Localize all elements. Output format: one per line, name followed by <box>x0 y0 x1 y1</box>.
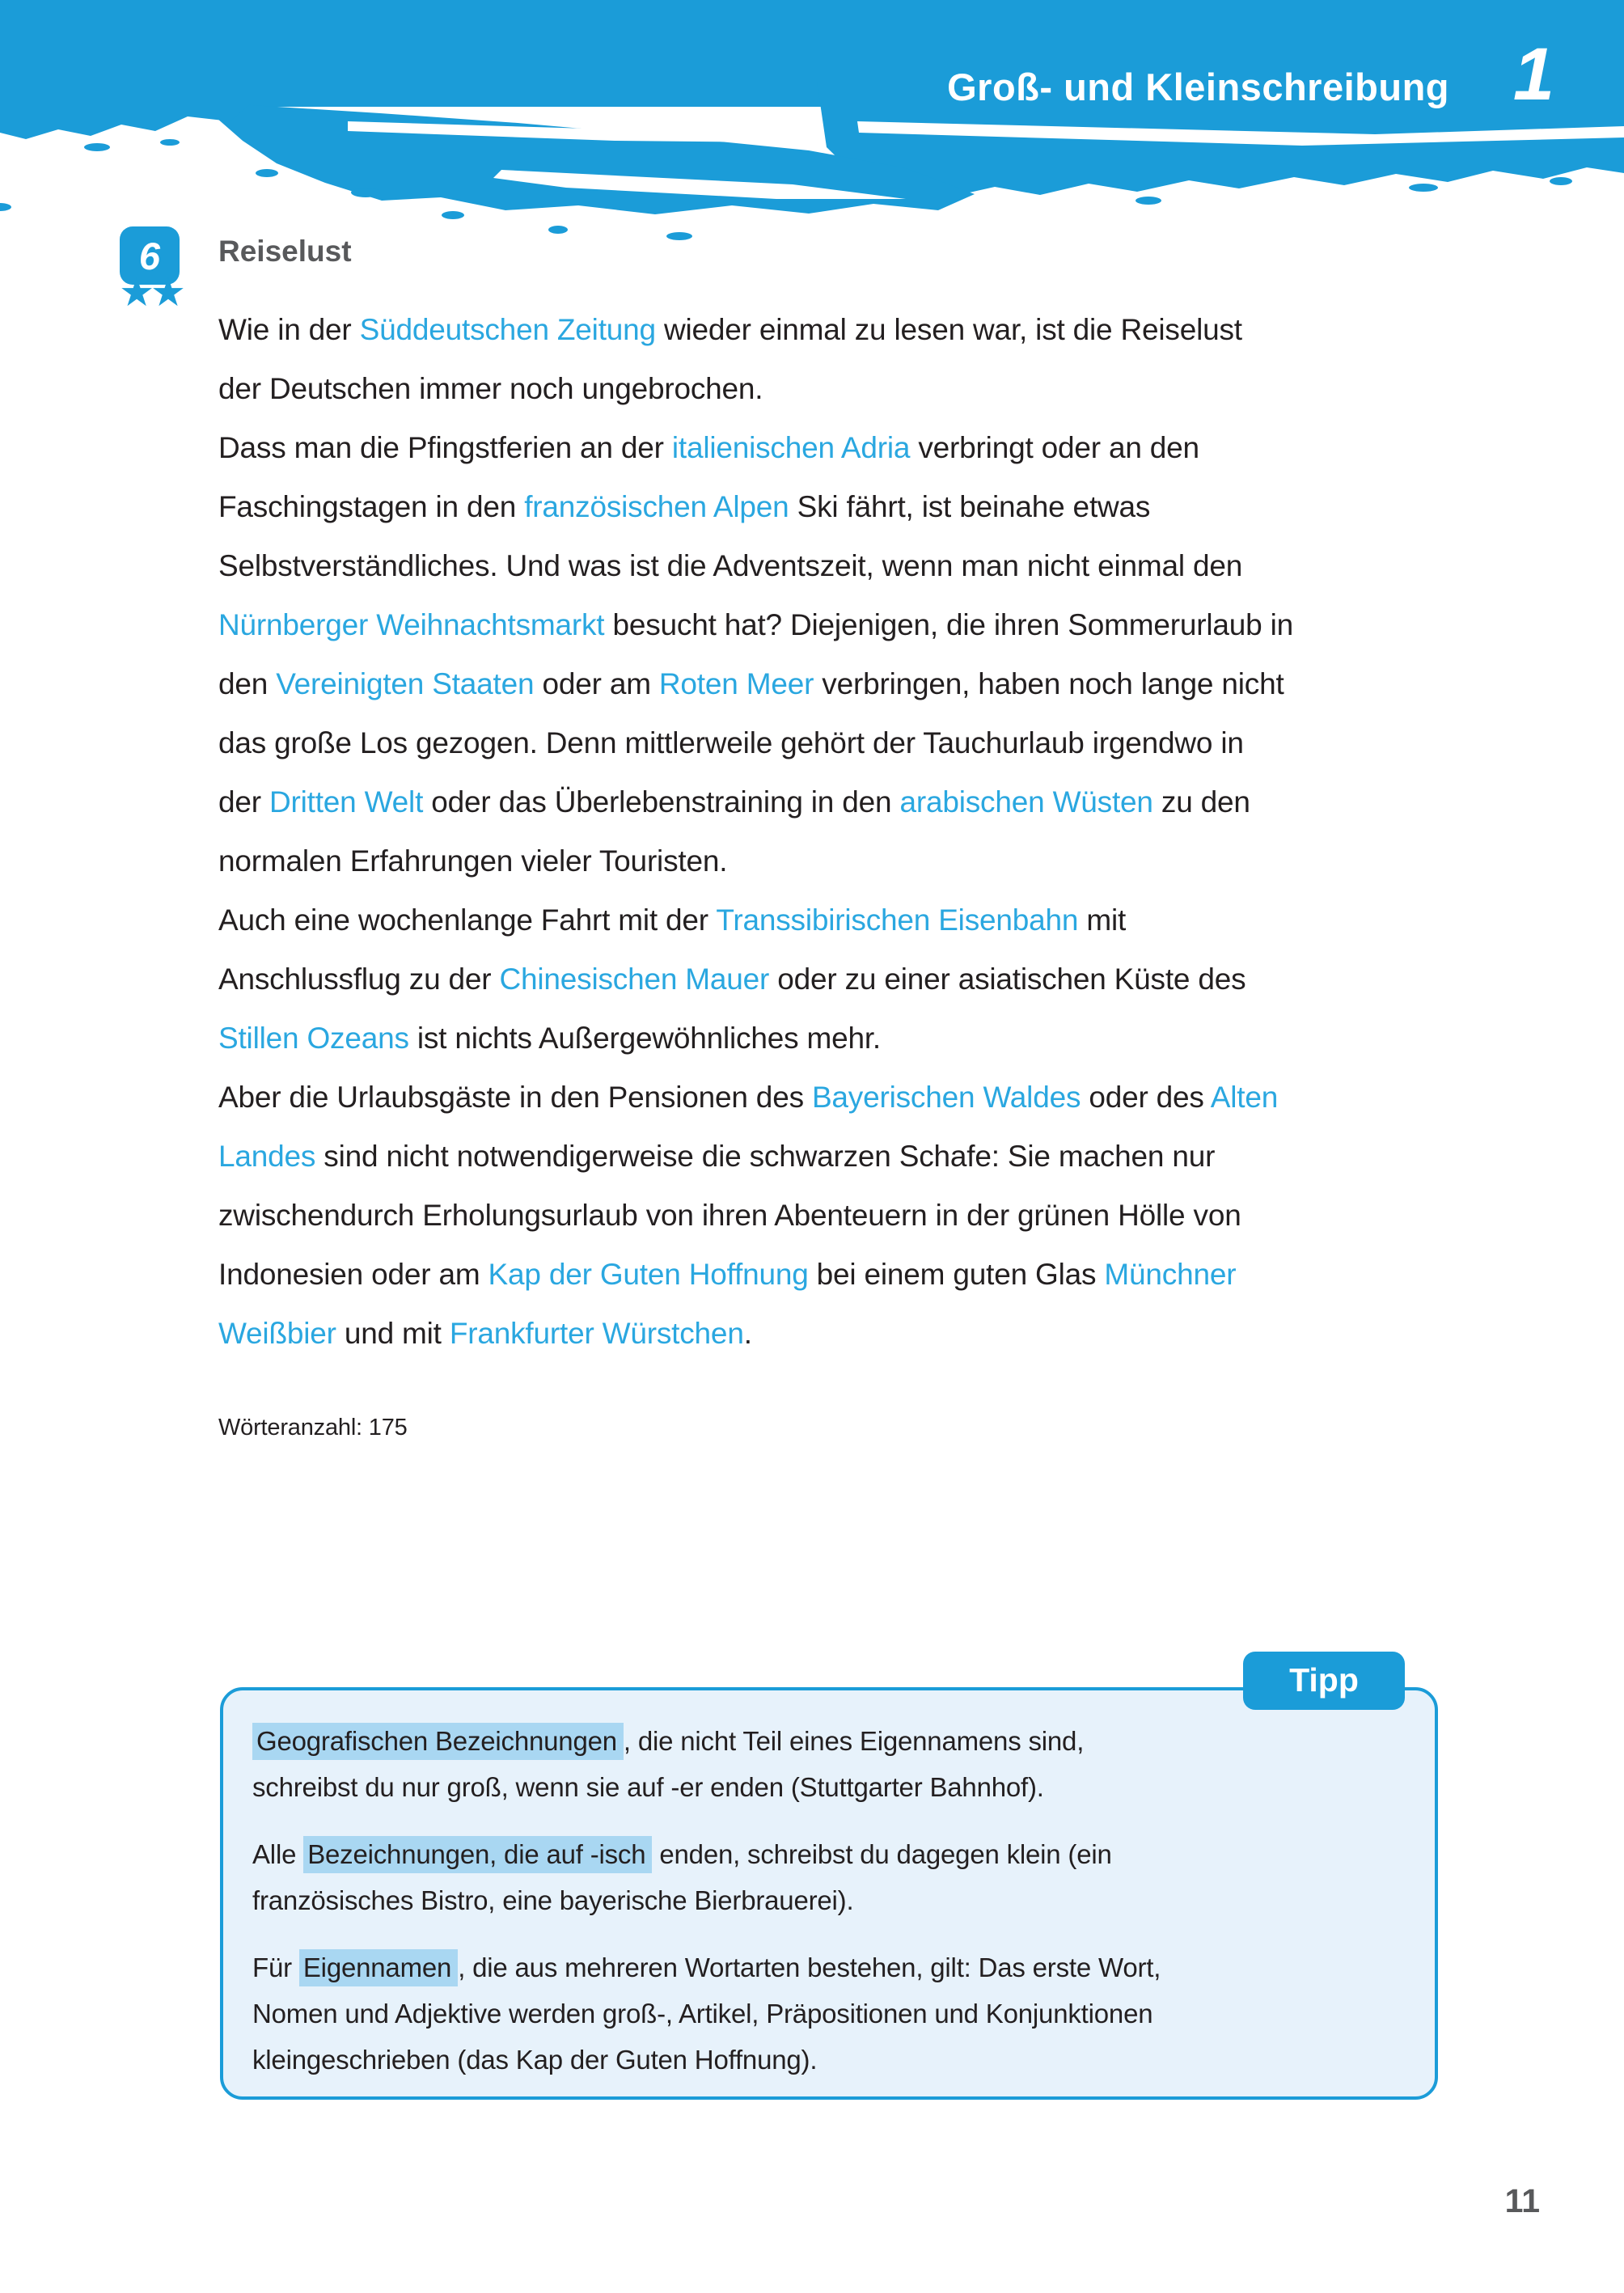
text-line <box>218 359 1456 418</box>
text-line <box>218 654 1456 713</box>
text-segment: und mit <box>336 1317 450 1350</box>
text-segment: kleingeschrieben (das Kap der Guten Hoffnung). <box>252 2045 818 2075</box>
text-segment: besucht hat? Diejenigen, die ihren Sommerurlaub in <box>604 608 1293 641</box>
proper-noun: Kap der Guten Hoffnung <box>488 1258 809 1291</box>
text-segment: wieder einmal zu lesen war, ist die Reiselust <box>655 313 1242 346</box>
tip-line <box>252 1991 1417 2037</box>
text-line <box>218 418 1456 477</box>
proper-noun: Frankfurter Würstchen <box>449 1317 744 1350</box>
text-segment: oder das Überlebenstraining in den <box>423 785 900 819</box>
text-segment: Alle <box>252 1839 304 1869</box>
tip-paragraph <box>252 1944 1417 2083</box>
text-line <box>218 1009 1456 1068</box>
tip-line <box>252 1944 1417 1991</box>
text-segment: den <box>218 667 277 700</box>
proper-noun: Dritten Welt <box>269 785 424 819</box>
text-line <box>218 1068 1456 1127</box>
text-segment: ist nichts Außergewöhnliches mehr. <box>408 1022 882 1055</box>
difficulty-stars-icon: ★★ <box>119 271 182 315</box>
text-segment: Faschingstagen in den <box>218 490 525 523</box>
text-segment: Nomen und Adjektive werden groß-, Artikel, Präpositionen und Konjunktionen <box>252 1999 1153 2029</box>
text-line <box>218 891 1456 950</box>
exercise-title: Reiselust <box>218 235 352 268</box>
text-segment: der <box>218 785 269 819</box>
text-line <box>218 950 1456 1009</box>
header-brush-band <box>0 0 1624 267</box>
text-segment: zu den <box>1152 785 1250 819</box>
text-segment: zwischendurch Erholungsurlaub von ihren Abenteuern in der grünen Hölle von <box>218 1199 1241 1232</box>
tip-highlight: Eigennamen <box>299 1949 458 1986</box>
tip-line <box>252 2037 1417 2083</box>
proper-noun: Weißbier <box>218 1317 336 1350</box>
text-line <box>218 713 1456 772</box>
tip-tab: Tipp <box>1243 1652 1405 1710</box>
page-number: 11 <box>1504 2182 1540 2219</box>
text-line <box>218 477 1456 536</box>
tip-highlight: Geografischen Bezeichnungen <box>252 1723 624 1760</box>
tip-line <box>252 1718 1417 1764</box>
proper-noun: Bayerischen Waldes <box>811 1081 1081 1114</box>
text-segment: Wie in der <box>218 313 360 346</box>
proper-noun: Vereinigten Staaten <box>276 667 535 700</box>
text-segment: Anschlussflug zu der <box>218 962 500 996</box>
text-line <box>218 1127 1456 1186</box>
proper-noun: Alten <box>1210 1081 1279 1114</box>
text-line <box>218 1245 1456 1304</box>
text-segment: Ski fährt, ist beinahe etwas <box>789 490 1151 523</box>
proper-noun: Münchner <box>1104 1258 1237 1291</box>
text-segment: schreibst du nur groß, wenn sie auf -er enden (Stuttgarter Bahnhof). <box>252 1772 1044 1802</box>
text-segment: sind nicht notwendigerweise die schwarzen Schafe: Sie machen nur <box>315 1140 1216 1173</box>
tip-line <box>252 1877 1417 1923</box>
proper-noun: italienischen Adria <box>671 431 911 464</box>
text-segment: verbringt oder an den <box>910 431 1199 464</box>
proper-noun: Nürnberger Weihnachtsmarkt <box>218 608 605 641</box>
proper-noun: Stillen Ozeans <box>218 1022 409 1055</box>
proper-noun: Chinesischen Mauer <box>499 962 770 996</box>
text-line <box>218 831 1456 891</box>
text-segment: oder des <box>1081 1081 1211 1114</box>
text-segment: normalen Erfahrungen vieler Touristen. <box>218 844 728 878</box>
text-line <box>218 300 1456 359</box>
text-segment: Für <box>252 1952 299 1982</box>
proper-noun: Transsibirischen Eisenbahn <box>716 903 1079 937</box>
text-segment: Auch eine wochenlange Fahrt mit der <box>218 903 717 937</box>
text-line <box>218 1304 1456 1363</box>
tip-line <box>252 1831 1417 1877</box>
exercise-number: 6 <box>138 234 161 277</box>
text-segment: Selbstverständliches. Und was ist die Adventszeit, wenn man nicht einmal den <box>218 549 1243 582</box>
tip-paragraph <box>252 1718 1417 1810</box>
proper-noun: arabischen Wüsten <box>899 785 1153 819</box>
word-count: Wörteranzahl: 175 <box>218 1415 408 1441</box>
text-segment: mit <box>1078 903 1127 937</box>
text-segment: bei einem guten Glas <box>808 1258 1105 1291</box>
text-segment: französisches Bistro, eine bayerische Bierbrauerei). <box>252 1885 854 1915</box>
text-segment: , die nicht Teil eines Eigennamens sind, <box>623 1726 1085 1756</box>
exercise-text <box>218 300 1456 1363</box>
proper-noun: französischen Alpen <box>524 490 789 523</box>
proper-noun: Süddeutschen Zeitung <box>359 313 656 346</box>
text-segment: Indonesien oder am <box>218 1258 488 1291</box>
text-segment: enden, schreibst du dagegen klein (ein <box>652 1839 1112 1869</box>
proper-noun: Roten Meer <box>658 667 814 700</box>
text-segment: . <box>743 1317 752 1350</box>
text-segment: Dass man die Pfingstferien an der <box>218 431 672 464</box>
text-segment: , die aus mehreren Wortarten bestehen, gilt: Das erste Wort, <box>458 1952 1161 1982</box>
text-segment: das große Los gezogen. Denn mittlerweile gehört der Tauchurlaub irgendwo in <box>218 726 1244 759</box>
text-line <box>218 536 1456 595</box>
text-segment: der Deutschen immer noch ungebrochen. <box>218 372 763 405</box>
text-line <box>218 1186 1456 1245</box>
text-segment: verbringen, haben noch lange nicht <box>814 667 1284 700</box>
proper-noun: Landes <box>218 1140 316 1173</box>
text-segment: oder am <box>534 667 659 700</box>
tip-paragraph <box>252 1831 1417 1923</box>
chapter-number: 1 <box>1512 33 1554 116</box>
text-line <box>218 595 1456 654</box>
tip-line <box>252 1764 1417 1810</box>
tip-text <box>252 1718 1417 2083</box>
text-line <box>218 772 1456 831</box>
text-segment: Aber die Urlaubsgäste in den Pensionen des <box>218 1081 812 1114</box>
tip-highlight: Bezeichnungen, die auf -isch <box>303 1836 652 1873</box>
chapter-title: Groß- und Kleinschreibung <box>947 66 1449 108</box>
text-segment: oder zu einer asiatischen Küste des <box>769 962 1246 996</box>
